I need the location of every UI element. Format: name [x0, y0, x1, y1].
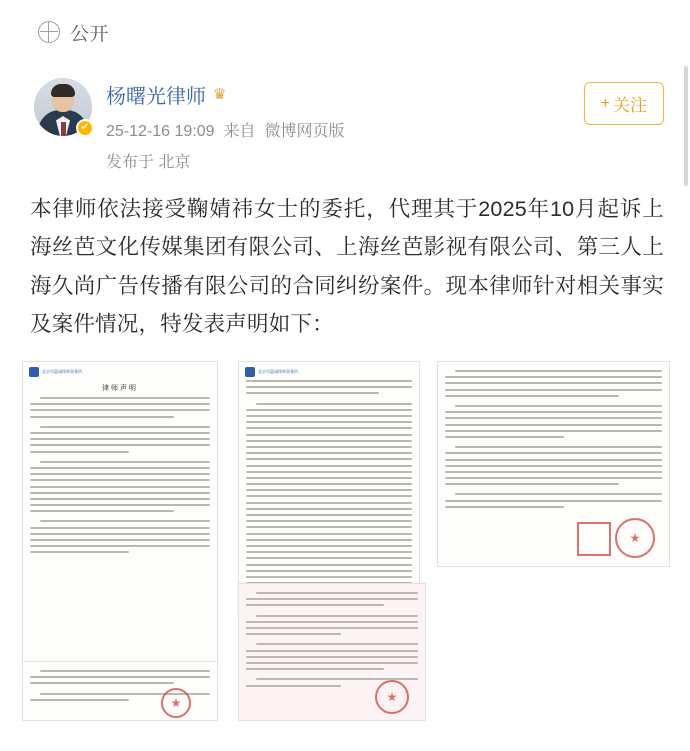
crown-icon: ♛ [213, 86, 227, 103]
firm-name-text: 北京市惠诚律师事务所 [42, 369, 82, 375]
post-location: 发布于 北京 [106, 154, 191, 171]
visibility-bar [0, 0, 690, 62]
doc-letterhead [239, 362, 419, 380]
official-seal-stamp [615, 518, 655, 558]
official-square-stamp [577, 522, 611, 556]
scrollbar[interactable] [684, 66, 688, 186]
official-seal-stamp [375, 680, 409, 714]
firm-logo-icon [29, 367, 39, 377]
follow-button-label: 关注 [613, 96, 647, 115]
doc-letterhead [23, 362, 217, 380]
avatar[interactable] [34, 78, 92, 136]
globe-icon [38, 21, 60, 43]
visibility-label: 公开 [70, 23, 110, 45]
verified-badge-icon: ✔ [76, 119, 94, 137]
post-image-5[interactable] [22, 661, 218, 721]
post-image-4[interactable] [238, 583, 426, 721]
post-source-name[interactable]: 微博网页版 [264, 123, 345, 140]
doc-body [239, 380, 419, 615]
doc-title: 律师声明 [102, 384, 138, 393]
post-image-3[interactable] [437, 361, 670, 567]
doc-body [239, 584, 425, 686]
post-source-prefix: 来自 [223, 123, 256, 140]
firm-logo-icon [245, 367, 255, 377]
firm-name-text: 北京市惠诚律师事务所 [258, 369, 298, 375]
author-meta [106, 78, 584, 172]
plus-icon: + [600, 94, 610, 112]
post-timestamp: 25-12-16 19:09 [106, 123, 215, 140]
author-name[interactable]: 杨曙光律师 [106, 86, 206, 108]
post-image-1[interactable] [22, 361, 218, 687]
post-body-text: 本律师依法接受鞠婧祎女士的委托，代理其于2025年10月起诉上海丝芭文化传媒集团有限公司、上海丝芭影视有限公司、第三人上海久尚广告传播有限公司的合同纠纷案件。现本律师针对相关事实及案件情况，特发表声明如下： [30, 197, 664, 336]
follow-button[interactable] [584, 82, 664, 125]
post-image-grid [22, 361, 668, 721]
doc-body [438, 362, 669, 508]
doc-body [23, 397, 217, 553]
official-seal-stamp [161, 688, 191, 718]
author-header [0, 62, 690, 172]
post-image-2[interactable] [238, 361, 420, 621]
